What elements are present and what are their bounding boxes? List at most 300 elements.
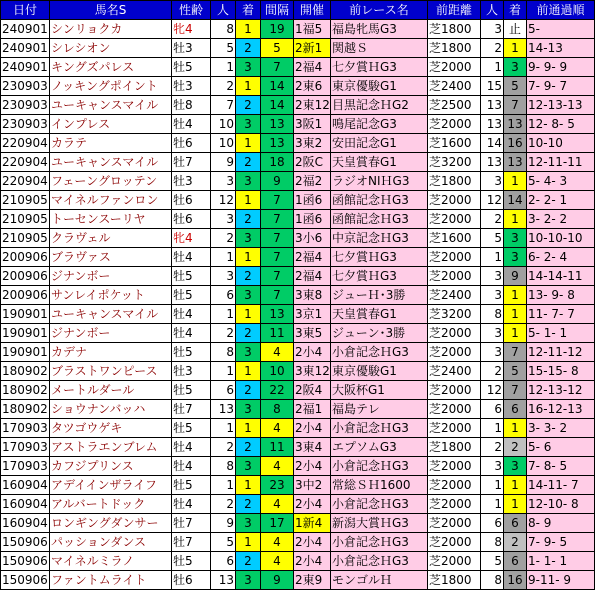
prev-passing-cell: 5- 1- 1 (527, 324, 595, 343)
finish-cell: 2 (236, 552, 261, 571)
finish-cell: 3 (236, 172, 261, 191)
date-cell: 210905 (1, 229, 50, 248)
popularity-cell: 13 (211, 571, 236, 590)
interval-cell: 7 (261, 229, 294, 248)
prev-finish-cell: 7 (504, 381, 527, 400)
popularity-cell: 5 (211, 39, 236, 58)
popularity-cell: 3 (211, 267, 236, 286)
prev-distance-cell: 芝2000 (428, 457, 481, 476)
interval-cell: 7 (261, 210, 294, 229)
meeting-cell: 2小4 (294, 457, 331, 476)
interval-cell: 4 (261, 457, 294, 476)
prev-distance-cell: 芝3200 (428, 153, 481, 172)
prev-distance-cell: 芝2000 (428, 248, 481, 267)
finish-cell: 3 (236, 400, 261, 419)
prev-finish-cell: 3 (504, 229, 527, 248)
finish-cell: 1 (236, 20, 261, 39)
popularity-cell: 10 (211, 115, 236, 134)
interval-cell: 7 (261, 248, 294, 267)
finish-cell: 1 (236, 305, 261, 324)
date-cell: 190901 (1, 305, 50, 324)
prev-race-cell: 天皇賞春G1 (331, 153, 428, 172)
sex-age-cell: 牡3 (172, 362, 211, 381)
table-row (1, 39, 595, 58)
prev-race-cell: ジューン･3勝 (331, 324, 428, 343)
prev-passing-cell: 10-10-10 (527, 229, 595, 248)
meeting-cell: 2小4 (294, 343, 331, 362)
meeting-cell: 3阪1 (294, 115, 331, 134)
meeting-cell: 2東12 (294, 96, 331, 115)
finish-cell: 2 (236, 210, 261, 229)
date-cell: 210905 (1, 191, 50, 210)
prev-distance-cell: 芝2000 (428, 343, 481, 362)
horse-name-cell: タツゴウゲキ (50, 419, 172, 438)
prev-popularity-cell: 5 (481, 229, 504, 248)
horse-name-cell: ショウナンバッハ (50, 400, 172, 419)
prev-passing-cell: 11- 7- 7 (527, 305, 595, 324)
interval-cell: 7 (261, 191, 294, 210)
horse-name-cell: フェーングロッテン (50, 172, 172, 191)
sex-age-cell: 牡5 (172, 58, 211, 77)
date-cell: 200906 (1, 267, 50, 286)
interval-cell: 13 (261, 115, 294, 134)
date-cell: 170903 (1, 438, 50, 457)
prev-finish-cell: 2 (504, 533, 527, 552)
prev-race-cell: 小倉記念ＨG3 (331, 419, 428, 438)
prev-popularity-cell: 12 (481, 381, 504, 400)
prev-passing-cell: 12- 8- 5 (527, 115, 595, 134)
meeting-cell: 2小4 (294, 552, 331, 571)
prev-distance-cell: 芝2000 (428, 381, 481, 400)
date-cell: 170903 (1, 457, 50, 476)
table-row (1, 286, 595, 305)
prev-finish-cell: 1 (504, 495, 527, 514)
horse-name-cell: ブラストワンピース (50, 362, 172, 381)
table-row (1, 191, 595, 210)
horse-name-cell: インプレス (50, 115, 172, 134)
meeting-cell: 1福5 (294, 20, 331, 39)
prev-passing-cell: 16-12-13 (527, 400, 595, 419)
prev-popularity-cell: 3 (481, 267, 504, 286)
popularity-cell: 5 (211, 533, 236, 552)
date-cell: 190901 (1, 324, 50, 343)
table-row (1, 134, 595, 153)
sex-age-cell: 牡7 (172, 514, 211, 533)
prev-race-cell: 東京優駿G1 (331, 362, 428, 381)
interval-cell: 14 (261, 77, 294, 96)
date-cell: 220904 (1, 134, 50, 153)
table-row (1, 533, 595, 552)
horse-name-cell: ファントムライト (50, 571, 172, 590)
prev-race-cell: 中京記念ＨG3 (331, 229, 428, 248)
prev-passing-cell: 7- 8- 5 (527, 457, 595, 476)
popularity-cell: 6 (211, 552, 236, 571)
horse-name-cell: マイネルミラノ (50, 552, 172, 571)
table-row (1, 381, 595, 400)
prev-passing-cell: 7- 9- 7 (527, 77, 595, 96)
popularity-cell: 12 (211, 191, 236, 210)
table-row (1, 400, 595, 419)
meeting-cell: 3京1 (294, 305, 331, 324)
finish-cell: 3 (236, 343, 261, 362)
prev-popularity-cell: 1 (481, 495, 504, 514)
prev-race-cell: 小倉記念ＨG3 (331, 495, 428, 514)
popularity-cell: 6 (211, 381, 236, 400)
popularity-cell: 3 (211, 172, 236, 191)
horse-name-cell: アルバートドック (50, 495, 172, 514)
prev-popularity-cell: 3 (481, 343, 504, 362)
horse-name-cell: ユーキャンスマイル (50, 305, 172, 324)
prev-passing-cell: 14-11- 7 (527, 476, 595, 495)
horse-name-cell: クラヴェル (50, 229, 172, 248)
popularity-cell: 7 (211, 96, 236, 115)
table-row (1, 248, 595, 267)
finish-cell: 2 (236, 96, 261, 115)
horse-name-cell: メートルダール (50, 381, 172, 400)
prev-distance-cell: 芝3200 (428, 305, 481, 324)
sex-age-cell: 牡7 (172, 533, 211, 552)
prev-finish-cell: 1 (504, 305, 527, 324)
prev-popularity-cell: 13 (481, 153, 504, 172)
prev-passing-cell: 9- 9- 9 (527, 58, 595, 77)
prev-distance-cell: 芝2400 (428, 362, 481, 381)
interval-cell: 19 (261, 20, 294, 39)
popularity-cell: 9 (211, 514, 236, 533)
finish-cell: 2 (236, 495, 261, 514)
table-row (1, 362, 595, 381)
prev-finish-cell: 1 (504, 172, 527, 191)
popularity-cell: 2 (211, 229, 236, 248)
horse-name-cell: ユーキャンスマイル (50, 96, 172, 115)
table-row (1, 324, 595, 343)
sex-age-cell: 牡4 (172, 438, 211, 457)
prev-race-cell: 福島テレ (331, 400, 428, 419)
finish-cell: 3 (236, 571, 261, 590)
finish-cell: 1 (236, 191, 261, 210)
prev-passing-cell: 13- 9- 8 (527, 286, 595, 305)
prev-distance-cell: 芝2400 (428, 77, 481, 96)
interval-cell: 8 (261, 400, 294, 419)
meeting-cell: 2福4 (294, 248, 331, 267)
prev-distance-cell: 芝2000 (428, 267, 481, 286)
header-row (1, 1, 595, 20)
sex-age-cell: 牡8 (172, 96, 211, 115)
meeting-cell: 3東12 (294, 362, 331, 381)
meeting-cell: 3中2 (294, 476, 331, 495)
finish-cell: 3 (236, 286, 261, 305)
horse-name-cell: マイネルファンロン (50, 191, 172, 210)
interval-cell: 18 (261, 153, 294, 172)
date-cell: 240901 (1, 20, 50, 39)
horse-name-cell: アデイインザライフ (50, 476, 172, 495)
table-row (1, 495, 595, 514)
prev-finish-cell: 7 (504, 96, 527, 115)
meeting-cell: 3東5 (294, 324, 331, 343)
date-cell: 170903 (1, 419, 50, 438)
sex-age-cell: 牡4 (172, 324, 211, 343)
prev-race-cell: 七夕賞ＨG3 (331, 58, 428, 77)
prev-passing-cell: 3- 2- 2 (527, 210, 595, 229)
prev-passing-cell: 5- 4- 3 (527, 172, 595, 191)
prev-distance-cell: 芝1800 (428, 39, 481, 58)
prev-finish-cell: 13 (504, 153, 527, 172)
meeting-cell: 2福4 (294, 58, 331, 77)
popularity-cell: 8 (211, 343, 236, 362)
prev-passing-cell: 12-11-12 (527, 343, 595, 362)
date-cell: 220904 (1, 153, 50, 172)
table-row (1, 210, 595, 229)
prev-race-cell: 関越Ｓ (331, 39, 428, 58)
interval-cell: 7 (261, 286, 294, 305)
prev-race-cell: 大阪杯G1 (331, 381, 428, 400)
prev-popularity-cell: 2 (481, 210, 504, 229)
table-row (1, 153, 595, 172)
meeting-cell: 2小4 (294, 533, 331, 552)
prev-finish-cell: 9 (504, 267, 527, 286)
horse-name-cell: シレシオン (50, 39, 172, 58)
meeting-cell: 3東8 (294, 286, 331, 305)
table-row (1, 172, 595, 191)
interval-cell: 23 (261, 476, 294, 495)
table-row (1, 438, 595, 457)
prev-distance-cell: 芝2000 (428, 324, 481, 343)
date-cell: 200906 (1, 248, 50, 267)
prev-passing-cell: 12-11-11 (527, 153, 595, 172)
sex-age-cell: 牡7 (172, 153, 211, 172)
prev-popularity-cell: 14 (481, 134, 504, 153)
date-cell: 190901 (1, 343, 50, 362)
prev-race-cell: モンゴルＨ (331, 571, 428, 590)
date-cell: 220904 (1, 172, 50, 191)
popularity-cell: 1 (211, 362, 236, 381)
popularity-cell: 2 (211, 438, 236, 457)
sex-age-cell: 牡5 (172, 381, 211, 400)
prev-popularity-cell: 6 (481, 400, 504, 419)
prev-distance-cell: 芝1600 (428, 134, 481, 153)
sex-age-cell: 牡5 (172, 476, 211, 495)
finish-cell: 2 (236, 381, 261, 400)
finish-cell: 3 (236, 457, 261, 476)
prev-distance-cell: 芝2000 (428, 191, 481, 210)
header-date: 日付 (1, 1, 50, 20)
prev-race-cell: 常総ＳＨ1600 (331, 476, 428, 495)
prev-finish-cell: 1 (504, 324, 527, 343)
table-row (1, 305, 595, 324)
prev-finish-cell: 1 (504, 419, 527, 438)
table-row (1, 343, 595, 362)
horse-name-cell: ジナンボー (50, 267, 172, 286)
prev-popularity-cell: 15 (481, 77, 504, 96)
prev-distance-cell: 芝1800 (428, 571, 481, 590)
prev-popularity-cell: 1 (481, 58, 504, 77)
table-row (1, 58, 595, 77)
prev-passing-cell: 10-10 (527, 134, 595, 153)
prev-distance-cell: 芝2500 (428, 96, 481, 115)
horse-name-cell: パッションダンス (50, 533, 172, 552)
popularity-cell: 8 (211, 20, 236, 39)
interval-cell: 4 (261, 495, 294, 514)
prev-finish-cell: 13 (504, 115, 527, 134)
meeting-cell: 3東4 (294, 438, 331, 457)
prev-race-cell: 小倉記念ＨG3 (331, 457, 428, 476)
prev-finish-cell: 2 (504, 438, 527, 457)
meeting-cell: 2福2 (294, 172, 331, 191)
header-prev-popularity: 人 (481, 1, 504, 20)
meeting-cell: 2新1 (294, 39, 331, 58)
horse-name-cell: カラテ (50, 134, 172, 153)
prev-distance-cell: 芝1800 (428, 20, 481, 39)
date-cell: 240901 (1, 39, 50, 58)
interval-cell: 9 (261, 571, 294, 590)
sex-age-cell: 牡3 (172, 172, 211, 191)
popularity-cell: 8 (211, 457, 236, 476)
prev-popularity-cell: 13 (481, 96, 504, 115)
prev-passing-cell: 2- 2- 1 (527, 191, 595, 210)
meeting-cell: 1函6 (294, 191, 331, 210)
popularity-cell: 1 (211, 476, 236, 495)
prev-race-cell: 小倉記念ＨG3 (331, 533, 428, 552)
sex-age-cell: 牡5 (172, 419, 211, 438)
finish-cell: 2 (236, 153, 261, 172)
table-row (1, 571, 595, 590)
prev-race-cell: 福島牝馬G3 (331, 20, 428, 39)
horse-name-cell: キングズパレス (50, 58, 172, 77)
prev-finish-cell: 5 (504, 77, 527, 96)
horse-name-cell: ノッキングポイント (50, 77, 172, 96)
horse-name-cell: シンリョクカ (50, 20, 172, 39)
date-cell: 230903 (1, 96, 50, 115)
prev-race-cell: 小倉記念ＨG3 (331, 552, 428, 571)
meeting-cell: 3東2 (294, 134, 331, 153)
table-row (1, 77, 595, 96)
popularity-cell: 2 (211, 495, 236, 514)
finish-cell: 3 (236, 58, 261, 77)
prev-distance-cell: 芝1800 (428, 438, 481, 457)
interval-cell: 13 (261, 134, 294, 153)
prev-distance-cell: 芝2000 (428, 495, 481, 514)
prev-finish-cell: 1 (504, 286, 527, 305)
interval-cell: 4 (261, 343, 294, 362)
sex-age-cell: 牡4 (172, 115, 211, 134)
prev-race-cell: 天皇賞春G1 (331, 305, 428, 324)
header-prev-finish: 着 (504, 1, 527, 20)
header-horse-name: 馬名S (50, 1, 172, 20)
table-row (1, 96, 595, 115)
interval-cell: 9 (261, 172, 294, 191)
interval-cell: 17 (261, 514, 294, 533)
sex-age-cell: 牝4 (172, 229, 211, 248)
meeting-cell: 2阪4 (294, 381, 331, 400)
sex-age-cell: 牡6 (172, 571, 211, 590)
prev-race-cell: ラジオNIＨG3 (331, 172, 428, 191)
prev-finish-cell: 1 (504, 210, 527, 229)
meeting-cell: 1函6 (294, 210, 331, 229)
prev-race-cell: 安田記念G1 (331, 134, 428, 153)
prev-finish-cell: 5 (504, 362, 527, 381)
finish-cell: 1 (236, 77, 261, 96)
meeting-cell: 2東6 (294, 77, 331, 96)
prev-passing-cell: 3- 3- 2 (527, 419, 595, 438)
prev-popularity-cell: 8 (481, 571, 504, 590)
prev-passing-cell: 15-15- 8 (527, 362, 595, 381)
interval-cell: 4 (261, 552, 294, 571)
horse-name-cell: ロンギングダンサー (50, 514, 172, 533)
prev-popularity-cell: 3 (481, 286, 504, 305)
prev-distance-cell: 芝2400 (428, 286, 481, 305)
finish-cell: 3 (236, 115, 261, 134)
sex-age-cell: 牡7 (172, 400, 211, 419)
interval-cell: 10 (261, 362, 294, 381)
prev-race-cell: 函館記念ＨG3 (331, 191, 428, 210)
prev-race-cell: エプソムG3 (331, 438, 428, 457)
interval-cell: 7 (261, 58, 294, 77)
date-cell: 180902 (1, 362, 50, 381)
popularity-cell: 2 (211, 77, 236, 96)
horse-name-cell: ジナンボー (50, 324, 172, 343)
sex-age-cell: 牡4 (172, 305, 211, 324)
finish-cell: 1 (236, 362, 261, 381)
prev-passing-cell: 7- 9- 5 (527, 533, 595, 552)
prev-race-cell: 新潟大賞ＨG3 (331, 514, 428, 533)
prev-popularity-cell: 1 (481, 248, 504, 267)
prev-race-cell: 七夕賞ＨG3 (331, 248, 428, 267)
prev-finish-cell: 3 (504, 457, 527, 476)
prev-finish-cell: 止 (504, 20, 527, 39)
prev-finish-cell: 6 (504, 514, 527, 533)
popularity-cell: 10 (211, 134, 236, 153)
prev-popularity-cell: 1 (481, 419, 504, 438)
prev-passing-cell: 14-14-11 (527, 267, 595, 286)
prev-finish-cell: 1 (504, 39, 527, 58)
sex-age-cell: 牝4 (172, 20, 211, 39)
prev-passing-cell: 14-13 (527, 39, 595, 58)
prev-distance-cell: 芝2000 (428, 514, 481, 533)
prev-popularity-cell: 3 (481, 324, 504, 343)
prev-finish-cell: 3 (504, 248, 527, 267)
interval-cell: 11 (261, 438, 294, 457)
sex-age-cell: 牡6 (172, 210, 211, 229)
popularity-cell: 1 (211, 305, 236, 324)
popularity-cell: 6 (211, 286, 236, 305)
finish-cell: 1 (236, 476, 261, 495)
prev-distance-cell: 芝1600 (428, 229, 481, 248)
finish-cell: 1 (236, 248, 261, 267)
date-cell: 160904 (1, 514, 50, 533)
prev-race-cell: 目黒記念ＨG2 (331, 96, 428, 115)
header-sex-age: 性齢 (172, 1, 211, 20)
prev-finish-cell: 7 (504, 343, 527, 362)
prev-race-cell: 函館記念ＨG3 (331, 210, 428, 229)
prev-popularity-cell: 3 (481, 20, 504, 39)
table-row (1, 514, 595, 533)
date-cell: 240901 (1, 58, 50, 77)
horse-name-cell: トーセンスーリヤ (50, 210, 172, 229)
prev-distance-cell: 芝2000 (428, 58, 481, 77)
prev-finish-cell: 1 (504, 476, 527, 495)
sex-age-cell: 牡5 (172, 343, 211, 362)
meeting-cell: 2東9 (294, 571, 331, 590)
popularity-cell: 13 (211, 400, 236, 419)
prev-passing-cell: 5- (527, 20, 595, 39)
prev-finish-cell: 16 (504, 571, 527, 590)
prev-popularity-cell: 13 (481, 115, 504, 134)
prev-passing-cell: 8- 9 (527, 514, 595, 533)
header-prev-passing: 前通過順 (527, 1, 595, 20)
header-prev-race: 前レース名 (331, 1, 428, 20)
popularity-cell: 3 (211, 210, 236, 229)
popularity-cell: 1 (211, 248, 236, 267)
date-cell: 230903 (1, 77, 50, 96)
